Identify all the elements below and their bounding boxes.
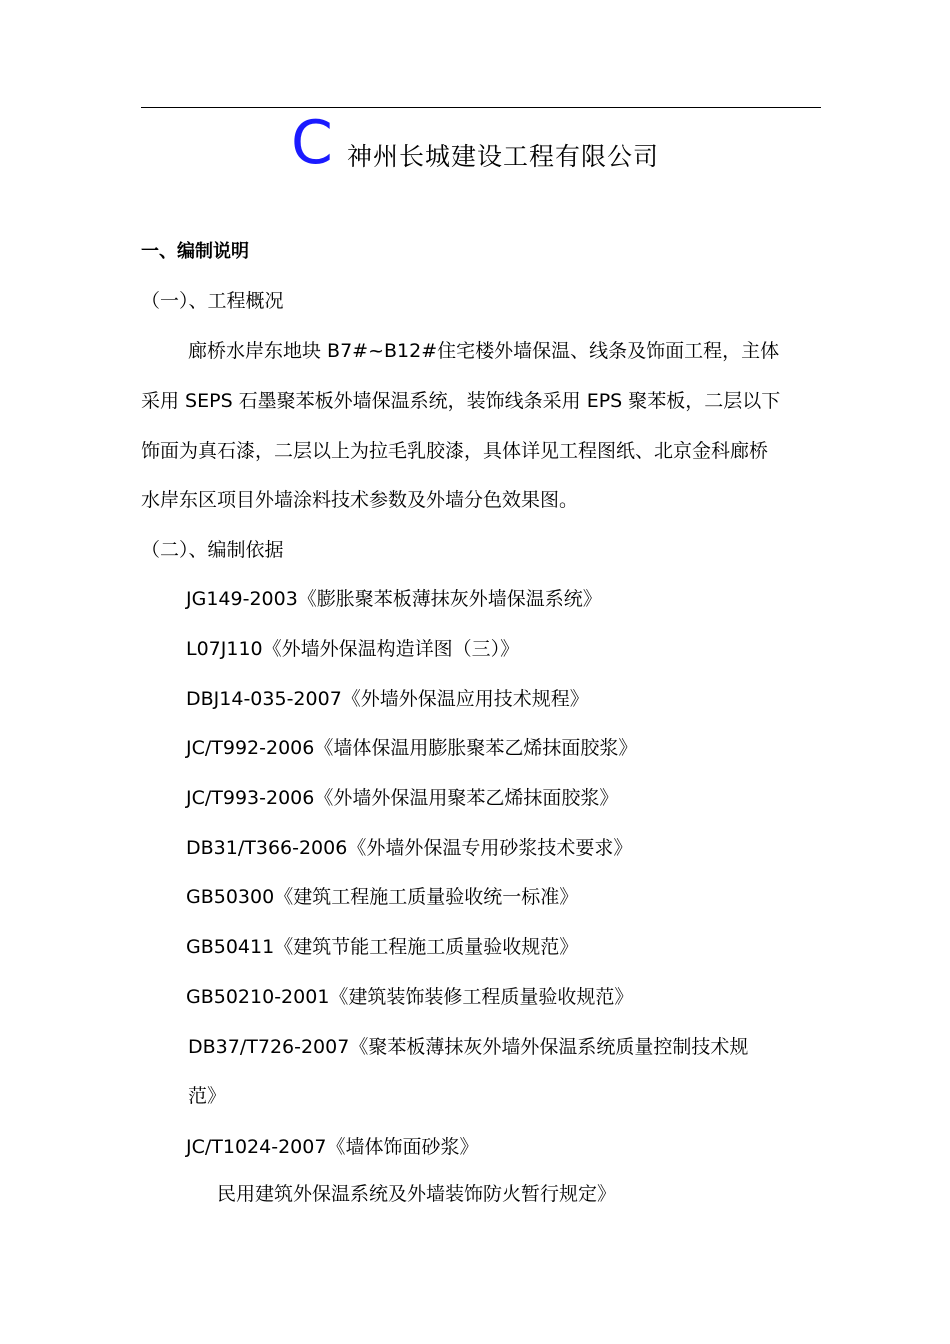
reference-item: DBJ14-035-2007《外墙外保温应用技术规程》 bbox=[186, 688, 589, 710]
subsection-title-basis: （二）、编制依据 bbox=[141, 539, 284, 561]
reference-item: L07J110《外墙外保温构造详图（三）》 bbox=[186, 638, 520, 660]
reference-item: JC/T992-2006《墙体保温用膨胀聚苯乙烯抹面胶浆》 bbox=[186, 737, 638, 759]
header-rule bbox=[141, 107, 821, 108]
reference-item: GB50411《建筑节能工程施工质量验收规范》 bbox=[186, 936, 579, 958]
overview-line-4: 水岸东区项目外墙涂料技术参数及外墙分色效果图。 bbox=[141, 489, 579, 511]
reference-item: DB37/T726-2007《聚苯板薄抹灰外墙外保温系统质量控制技术规 bbox=[188, 1036, 749, 1058]
section-title: 一、编制说明 bbox=[141, 241, 249, 262]
page-header bbox=[0, 108, 950, 182]
reference-item: JC/T993-2006《外墙外保温用聚苯乙烯抹面胶浆》 bbox=[186, 787, 619, 809]
subsection-title-overview: （一）、工程概况 bbox=[141, 290, 284, 312]
reference-item: 民用建筑外保温系统及外墙装饰防火暂行规定》 bbox=[217, 1183, 617, 1205]
overview-line-1: 廊桥水岸东地块 B7#~B12#住宅楼外墙保温、线条及饰面工程，主体 bbox=[188, 340, 780, 362]
overview-line-2: 采用 SEPS 石墨聚苯板外墙保温系统，装饰线条采用 EPS 聚苯板，二层以下 bbox=[141, 390, 781, 412]
reference-item: GB50210-2001《建筑装饰装修工程质量验收规范》 bbox=[186, 986, 634, 1008]
reference-item: GB50300《建筑工程施工质量验收统一标准》 bbox=[186, 886, 579, 908]
company-logo-icon: C bbox=[291, 108, 333, 178]
company-name: 神州长城建设工程有限公司 bbox=[346, 142, 659, 171]
reference-item-continued: 范》 bbox=[188, 1085, 227, 1107]
reference-item: JC/T1024-2007《墙体饰面砂浆》 bbox=[186, 1136, 479, 1158]
reference-item: JG149-2003《膨胀聚苯板薄抹灰外墙保温系统》 bbox=[186, 588, 602, 610]
reference-item: DB31/T366-2006《外墙外保温专用砂浆技术要求》 bbox=[186, 837, 633, 859]
overview-line-3: 饰面为真石漆，二层以上为拉毛乳胶漆，具体详见工程图纸、北京金科廊桥 bbox=[141, 440, 769, 462]
